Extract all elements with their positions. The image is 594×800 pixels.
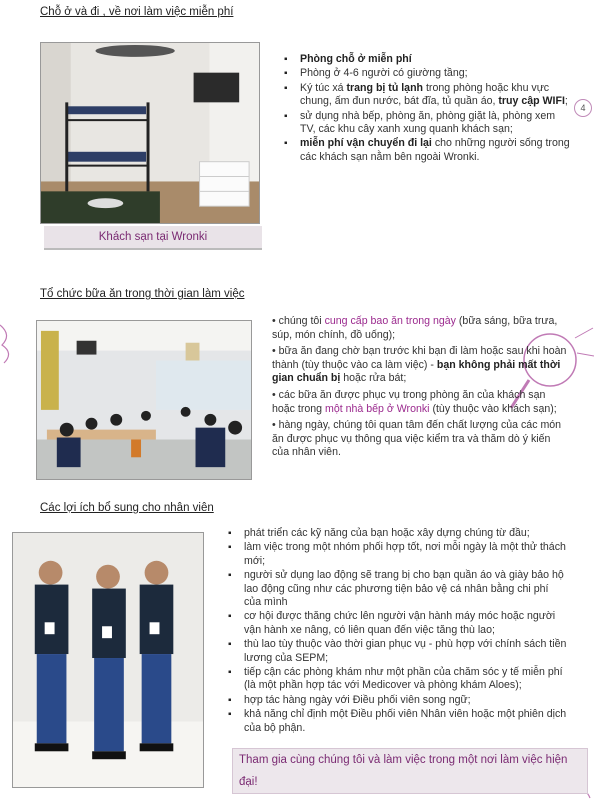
list-item: ▪ thù lao tùy thuộc vào thời gian phục vụ - phù hợp với chính sách tiền lương của SEPM;	[226, 638, 568, 665]
join-us-banner: Tham gia cùng chúng tôi và làm việc trong một nơi làm việc hiện đại!	[232, 748, 588, 794]
section-title-accommodation: Chỗ ở và đi , về nơi làm việc miễn phí	[40, 6, 234, 18]
section-title-meals: Tổ chức bữa ăn trong thời gian làm việc	[40, 288, 245, 300]
decorative-doodle-left	[0, 315, 20, 365]
photo-caption-hotel: Khách sạn tại Wronki	[44, 226, 262, 250]
list-item: • các bữa ăn được phục vụ trong phòng ăn của khách sạn hoặc trong một nhà bếp ở Wronki (tùy thuộc vào khách sạn);	[272, 388, 557, 415]
hotel-room-photo	[40, 42, 260, 224]
list-item: ▪ sử dụng nhà bếp, phòng ăn, phòng giặt là, phòng xem TV, các khu cây xanh xung quanh khách sạn;	[282, 110, 572, 137]
canteen-photo	[36, 320, 252, 480]
employees-photo	[12, 532, 204, 788]
list-item: ▪ khả năng chỉ định một Điều phối viên Nhân viên hoặc một phiên dịch của bộ phận.	[226, 708, 568, 735]
list-item: ▪ Phòng chỗ ở miễn phí	[282, 53, 572, 66]
list-item: • bữa ăn đang chờ bạn trước khi bạn đi làm hoặc sau khi hoàn thành (tùy thuộc vào ca làm việc) - bạn không phải mất thời gian chuẩn bị hoặc rửa bát;	[272, 345, 567, 385]
section-title-benefits: Các lợi ích bổ sung cho nhân viên	[40, 502, 214, 514]
list-item: ▪ phát triển các kỹ năng của bạn hoặc xây dựng chúng từ đầu;	[226, 527, 568, 540]
list-item: ▪ cơ hội được thăng chức lên người vận hành máy móc hoặc người vận hành xe nâng, có liên quan đến việc tăng thù lao;	[226, 610, 568, 637]
list-item: ▪ hợp tác hàng ngày với Điều phối viên song ngữ;	[226, 694, 568, 707]
meals-list	[272, 315, 570, 463]
benefits-list	[226, 527, 568, 736]
list-item: ▪ Ký túc xá trang bị tủ lạnh trong phòng hoặc khu vực chung, ấm đun nước, bát đĩa, tủ quần áo, truy cập WIFI;	[282, 82, 572, 109]
list-item: ▪ Phòng ở 4-6 người có giường tầng;	[282, 67, 572, 80]
list-item: ▪ miễn phí vận chuyển đi lại cho những người sống trong các khách sạn nằm bên ngoài Wronki.	[282, 137, 572, 164]
page-number: 4	[574, 99, 592, 117]
list-item: ▪ làm việc trong một nhóm phối hợp tốt, nơi mỗi ngày là một thử thách mới;	[226, 541, 568, 568]
list-item: • hàng ngày, chúng tôi quan tâm đến chất lượng của các món ăn được phục vụ thông qua việc kiểm tra và thăm dò ý kiến của nhân viên.	[272, 419, 562, 459]
list-item: ▪ tiếp cận các phòng khám như một phần của chăm sóc y tế miễn phí (là một phần hợp tác với Medicover và phòng khám Aloes);	[226, 666, 568, 693]
accommodation-list	[282, 53, 572, 165]
list-item: ▪ người sử dụng lao động sẽ trang bị cho bạn quần áo và giày bảo hộ lao động cũng như các phương tiện bảo vệ cá nhân bằng chi phí của mình	[226, 569, 568, 609]
list-item: • chúng tôi cung cấp bao ăn trong ngày (bữa sáng, bữa trưa, súp, món chính, đồ uống);	[272, 315, 558, 341]
